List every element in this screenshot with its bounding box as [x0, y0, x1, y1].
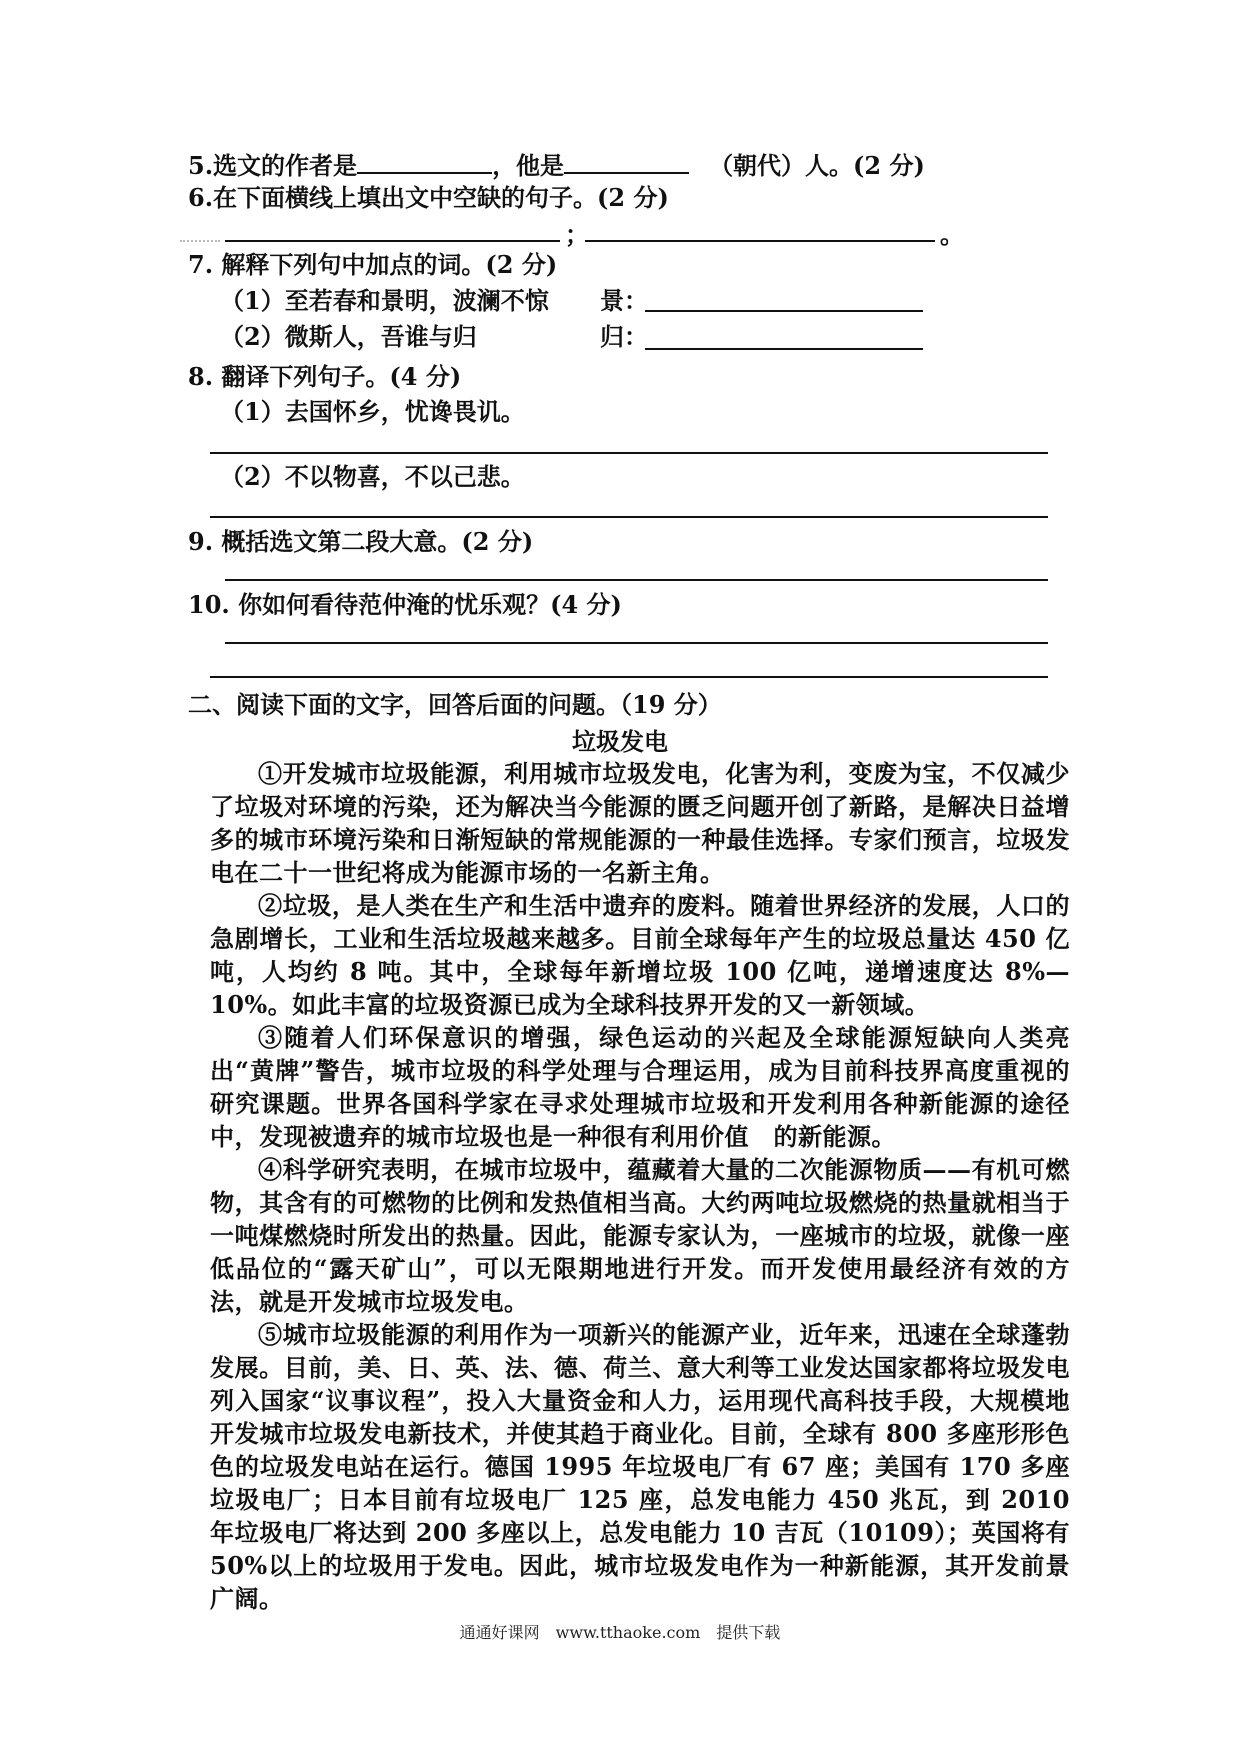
section-2-heading: 二、阅读下面的文字，回答后面的问题。（19 分） — [188, 690, 722, 719]
question-7: 7. 解释下列句中加点的词。(2 分) — [188, 250, 558, 279]
q7-answer-line-1[interactable] — [645, 310, 923, 312]
q10-answer-line-1[interactable] — [225, 642, 1048, 644]
question-5 — [188, 150, 925, 181]
article-paragraph-2: ②垃圾，是人类在生产和生活中遗弃的废料。随着世界经济的发展，人口的急剧增长，工业和生活垃圾越来越多。目前全球每年产生的垃圾总量达 450 亿吨，人均约 8 吨。其中，全球每年新增垃圾 100 亿吨，递增速度达 8%—10%。如此丰富的垃圾资源已成为全球科技界开发的又一新领域。 — [210, 891, 1070, 1019]
article-paragraph-3: ③随着人们环保意识的增强，绿色运动的兴起及全球能源短缺向人类亮出“黄牌”警告，城市垃圾的科学处理与合理运用，成为目前科技界高度重视的研究课题。世界各国科学家在寻求处理城市垃圾和开发利用各种新能源的途径中，发现被遗弃的城市垃圾也是一种很有利用价值 的新能源。 — [210, 1023, 1070, 1151]
q5-author-blank[interactable] — [357, 150, 492, 174]
q7-item-2-label: 归： — [600, 322, 648, 351]
q5-dynasty-blank[interactable] — [564, 150, 689, 174]
q6-answer-line-1[interactable] — [225, 240, 560, 242]
q6-end: 。 — [940, 220, 964, 249]
question-9: 9. 概括选文第二段大意。(2 分) — [188, 527, 534, 556]
q5-prefix: 5.选文的作者是 — [188, 151, 358, 180]
q8-item-2: （2）不以物喜，不以己悲。 — [220, 462, 525, 491]
q5-suffix: （朝代）人。(2 分) — [709, 151, 925, 180]
q7-item-2: （2）微斯人，吾谁与归 — [220, 322, 477, 351]
q8-item-1: （1）去国怀乡，忧谗畏讥。 — [220, 397, 525, 426]
question-6: 6.在下面横线上填出文中空缺的句子。(2 分) — [188, 183, 669, 212]
article-paragraph-5: ⑤城市垃圾能源的利用作为一项新兴的能源产业，近年来，迅速在全球蓬勃发展。目前，美、日、英、法、德、荷兰、意大利等工业发达国家都将垃圾发电列入国家“议事议程”，投入大量资金和人力，运用现代高科技手段，大规模地开发城市垃圾发电新技术，并使其趋于商业化。目前，全球有 800 多座形形色色的垃圾发电站在运行。德国 1995 年垃圾电厂有 67 座；美国有 170 多座垃圾电厂；日本目前有垃圾电厂 125 座，总发电能力 450 兆瓦，到 2010 年垃圾电厂将达到 200 多座以上，总发电能力 10 吉瓦（10109）；英国将有 50%以上的垃圾用于发电。因此，城市垃圾发电作为一种新能源，其开发前景广阔。 — [210, 1320, 1070, 1613]
question-8: 8. 翻译下列句子。(4 分) — [188, 362, 462, 391]
question-10: 10. 你如何看待范仲淹的忧乐观？(4 分) — [188, 590, 622, 619]
article-body — [210, 757, 1070, 1615]
q8-answer-line-2[interactable] — [210, 516, 1048, 518]
q5-mid: ，他是 — [492, 151, 565, 180]
footer-source: 通通好课网 www.tthaoke.com 提供下载 — [459, 1623, 781, 1642]
q7-item-1-label: 景： — [600, 286, 648, 315]
q7-item-1: （1）至若春和景明，波澜不惊 — [220, 286, 549, 315]
article-paragraph-4: ④科学研究表明，在城市垃圾中，蕴藏着大量的二次能源物质——有机可燃物，其含有的可燃物的比例和发热值相当高。大约两吨垃圾燃烧的热量就相当于一吨煤燃烧时所发出的热量。因此，能源专家认为，一座城市的垃圾，就像一座低品位的“露天矿山”，可以无限期地进行开发。而开发使用最经济有效的方法，就是开发城市垃圾发电。 — [210, 1155, 1070, 1316]
q10-answer-line-2[interactable] — [210, 676, 1048, 678]
q9-answer-line[interactable] — [225, 579, 1048, 581]
article-title: 垃圾发电 — [572, 727, 668, 756]
q8-answer-line-1[interactable] — [210, 452, 1048, 454]
q6-separator: ； — [565, 220, 589, 249]
dotted-margin — [180, 240, 220, 242]
q7-answer-line-2[interactable] — [645, 348, 923, 350]
q6-answer-line-2[interactable] — [585, 240, 935, 242]
article-paragraph-1: ①开发城市垃圾能源，利用城市垃圾发电，化害为利，变废为宝，不仅减少了垃圾对环境的污染，还为解决当今能源的匮乏问题开创了新路，是解决日益增多的城市环境污染和日渐短缺的常规能源的一种最佳选择。专家们预言，垃圾发电在二十一世纪将成为能源市场的一名新主角。 — [210, 759, 1070, 887]
